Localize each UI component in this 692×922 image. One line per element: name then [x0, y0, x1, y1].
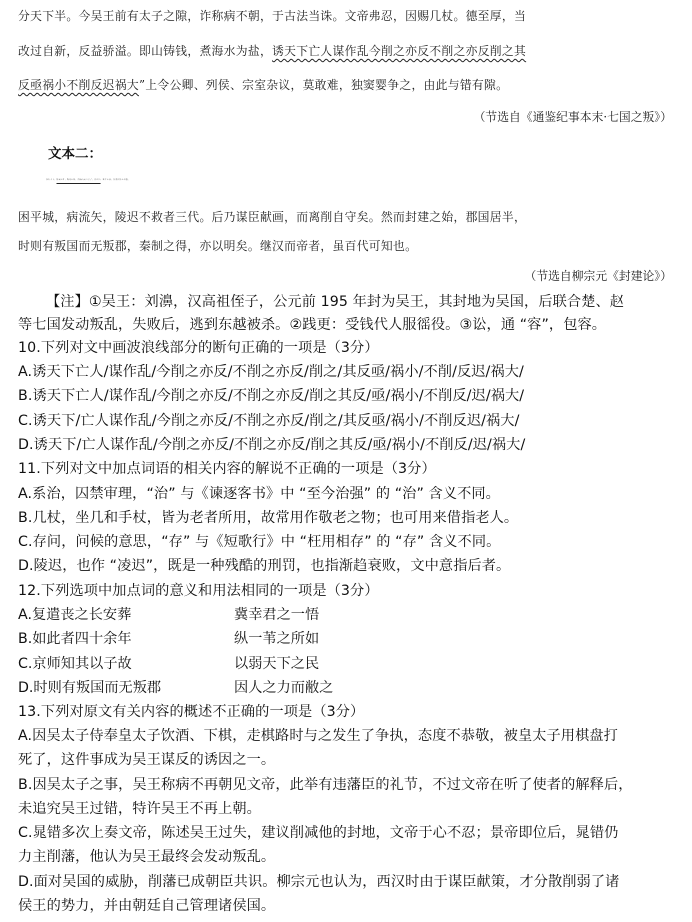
q11-option-b[interactable]: B.几杖，坐几和手杖，皆为老者所用，故常用作敬老之物；也可用来借指老人。 — [18, 510, 519, 526]
wavy-underline-segment: 诱天下亡人谋作乱今削之亦反不削之亦反削之其 — [272, 44, 527, 58]
q10-option-a[interactable]: A.诱天下亡人/谋作乱/今削之亦反/不削之亦反/削之/其反亟/祸小/不削/反迟/祸大/ — [18, 364, 524, 380]
q13-option-b-cont: 未追究吴王过错，特许吴王不再上朝。 — [18, 801, 261, 817]
notes-line-1: 【注】①吴王：刘濞，汉高祖侄子，公元前 195 年封为吴王，其封地为吴国，后联合楚、赵 — [46, 294, 625, 310]
q13-option-a-cont: 死了，这件事成为吴王谋反的诱因之一。 — [18, 752, 276, 768]
text2-line-2: 困平城，病流矢，陵迟不救者三代。后乃谋臣献画，而离削自守矣。然而封建之始，郡国居半， — [18, 210, 527, 224]
q13-stem: 13.下列对原文有关内容的概述不正确的一项是（3分） — [18, 704, 365, 720]
q11-stem: 11.下列对文中加点词语的相关内容的解说不正确的一项是（3分） — [18, 461, 436, 477]
q12-option-c-pair: 以弱天下之民 — [234, 656, 320, 672]
q12-option-b-pair: 纵一苇之所如 — [234, 631, 320, 647]
q13-option-c-cont: 力主削藩，他认为吴王最终会发动叛乱。 — [18, 849, 276, 865]
q12-option-a[interactable]: A.复遣丧之长安葬 — [18, 607, 132, 623]
text1-line-1: 分天下半。今吴王前有太子之隙，诈称病不朝，于古法当诛。文帝弗忍，因赐几杖。德至厚，当 — [18, 9, 527, 23]
q13-option-d-cont: 侯王的势力，并由朝廷自己管理诸侯国。 — [18, 898, 276, 914]
text2-line-1-b: 。数年之间，奔命扶伤之不暇， — [100, 179, 130, 181]
q10-option-b[interactable]: B.诱天下亡人/谋作乱/今削之亦反/不削之亦反/削之其反/亟/祸小/不削反/迟/祸大/ — [18, 388, 525, 404]
q12-option-b[interactable]: B.如此者四十余年 — [18, 631, 132, 647]
q12-option-a-pair: 冀幸君之一悟 — [234, 607, 320, 623]
text1-line-3-text: ”上令公卿、列侯、宗室杂议，莫敢难，独窦婴争之，由此与错有隙。 — [138, 78, 509, 92]
notes-line-2: 等七国发动叛乱，失败后，逃到东越被杀。②践更：受钱代人服徭役。③讼，通 “容”，包容。 — [18, 317, 607, 333]
q12-option-d-pair: 因人之力而敝之 — [234, 680, 334, 696]
q10-option-d[interactable]: D.诱天下/亡人谋作乱/今削之亦反/不削之亦反/削之其反/亟/祸小/不削反/迟/祸大/ — [18, 437, 526, 453]
text2-line-1-a: 汉有天下， — [46, 179, 57, 181]
wavy-underline-segment: 反亟祸小不削反迟祸大 — [18, 78, 139, 92]
q12-stem: 12.下列选项中加点词的意义和用法相同的一项是（3分） — [18, 583, 379, 599]
q13-option-b[interactable]: B.因吴太子之事，吴王称病不再朝见文帝，此举有违藩臣的礼节，不过文帝在听了使者的解释后， — [18, 777, 633, 793]
text1-line-2-text: 改过自新，反益骄溢。即山铸钱，煮海水为盐， — [18, 44, 273, 58]
q11-option-c[interactable]: C.存问，问候的意思，“存” 与《短歌行》中 “枉用相存” 的 “存” 含义不同。 — [18, 534, 501, 550]
q10-option-c[interactable]: C.诱天下/亡人谋作乱/今削之亦反/不削之亦反/削之/其反亟/祸小/不削反迟/祸大/ — [18, 413, 520, 429]
text2-source: （节选自柳宗元《封建论》） — [524, 269, 672, 283]
q13-option-a[interactable]: A.因吴太子侍奉皇太子饮酒、下棋，走棋路时与之发生了争执，态度不恭敬，被皇太子用棋盘打 — [18, 728, 618, 744]
q10-stem: 10.下列对文中画波浪线部分的断句正确的一项是（3分） — [18, 340, 379, 356]
q13-option-d[interactable]: D.面对吴国的威胁，削藩已成朝臣共识。柳宗元也认为，西汉时由于谋臣献策，才分散削弱了诸 — [18, 874, 620, 890]
q11-option-a[interactable]: A.系治，囚禁审理，“治” 与《谏逐客书》中 “至今治强” 的 “治” 含义不同。 — [18, 486, 500, 502]
q11-option-d[interactable]: D.陵迟，也作 “凌迟”，既是一种残酷的刑罚，也指渐趋衰败，文中意指后者。 — [18, 558, 511, 574]
q13-option-c[interactable]: C.晁错多次上奏文帝，陈述吴王过失，建议削减他的封地，文帝于心不忍；景帝即位后，晁错仍 — [18, 825, 619, 841]
text2-line-3: 时则有叛国而无叛郡，秦制之得，亦以明矣。继汉而帝者，虽百代可知也。 — [18, 239, 418, 253]
text1-source: （节选自《通鉴纪事本末·七国之叛》） — [473, 110, 672, 124]
text1-line-2 — [18, 42, 678, 59]
text2-line-1 — [46, 178, 692, 181]
text1-line-3 — [18, 76, 678, 93]
q12-option-c[interactable]: C.京师知其以子故 — [18, 656, 132, 672]
underline-segment: 矫秦之枉，徇周之制，剖海内而立宗子，封功臣 — [56, 179, 101, 181]
q12-option-d[interactable]: D.时则有叛国而无叛郡 — [18, 680, 162, 696]
text2-label: 文本二： — [48, 146, 102, 162]
